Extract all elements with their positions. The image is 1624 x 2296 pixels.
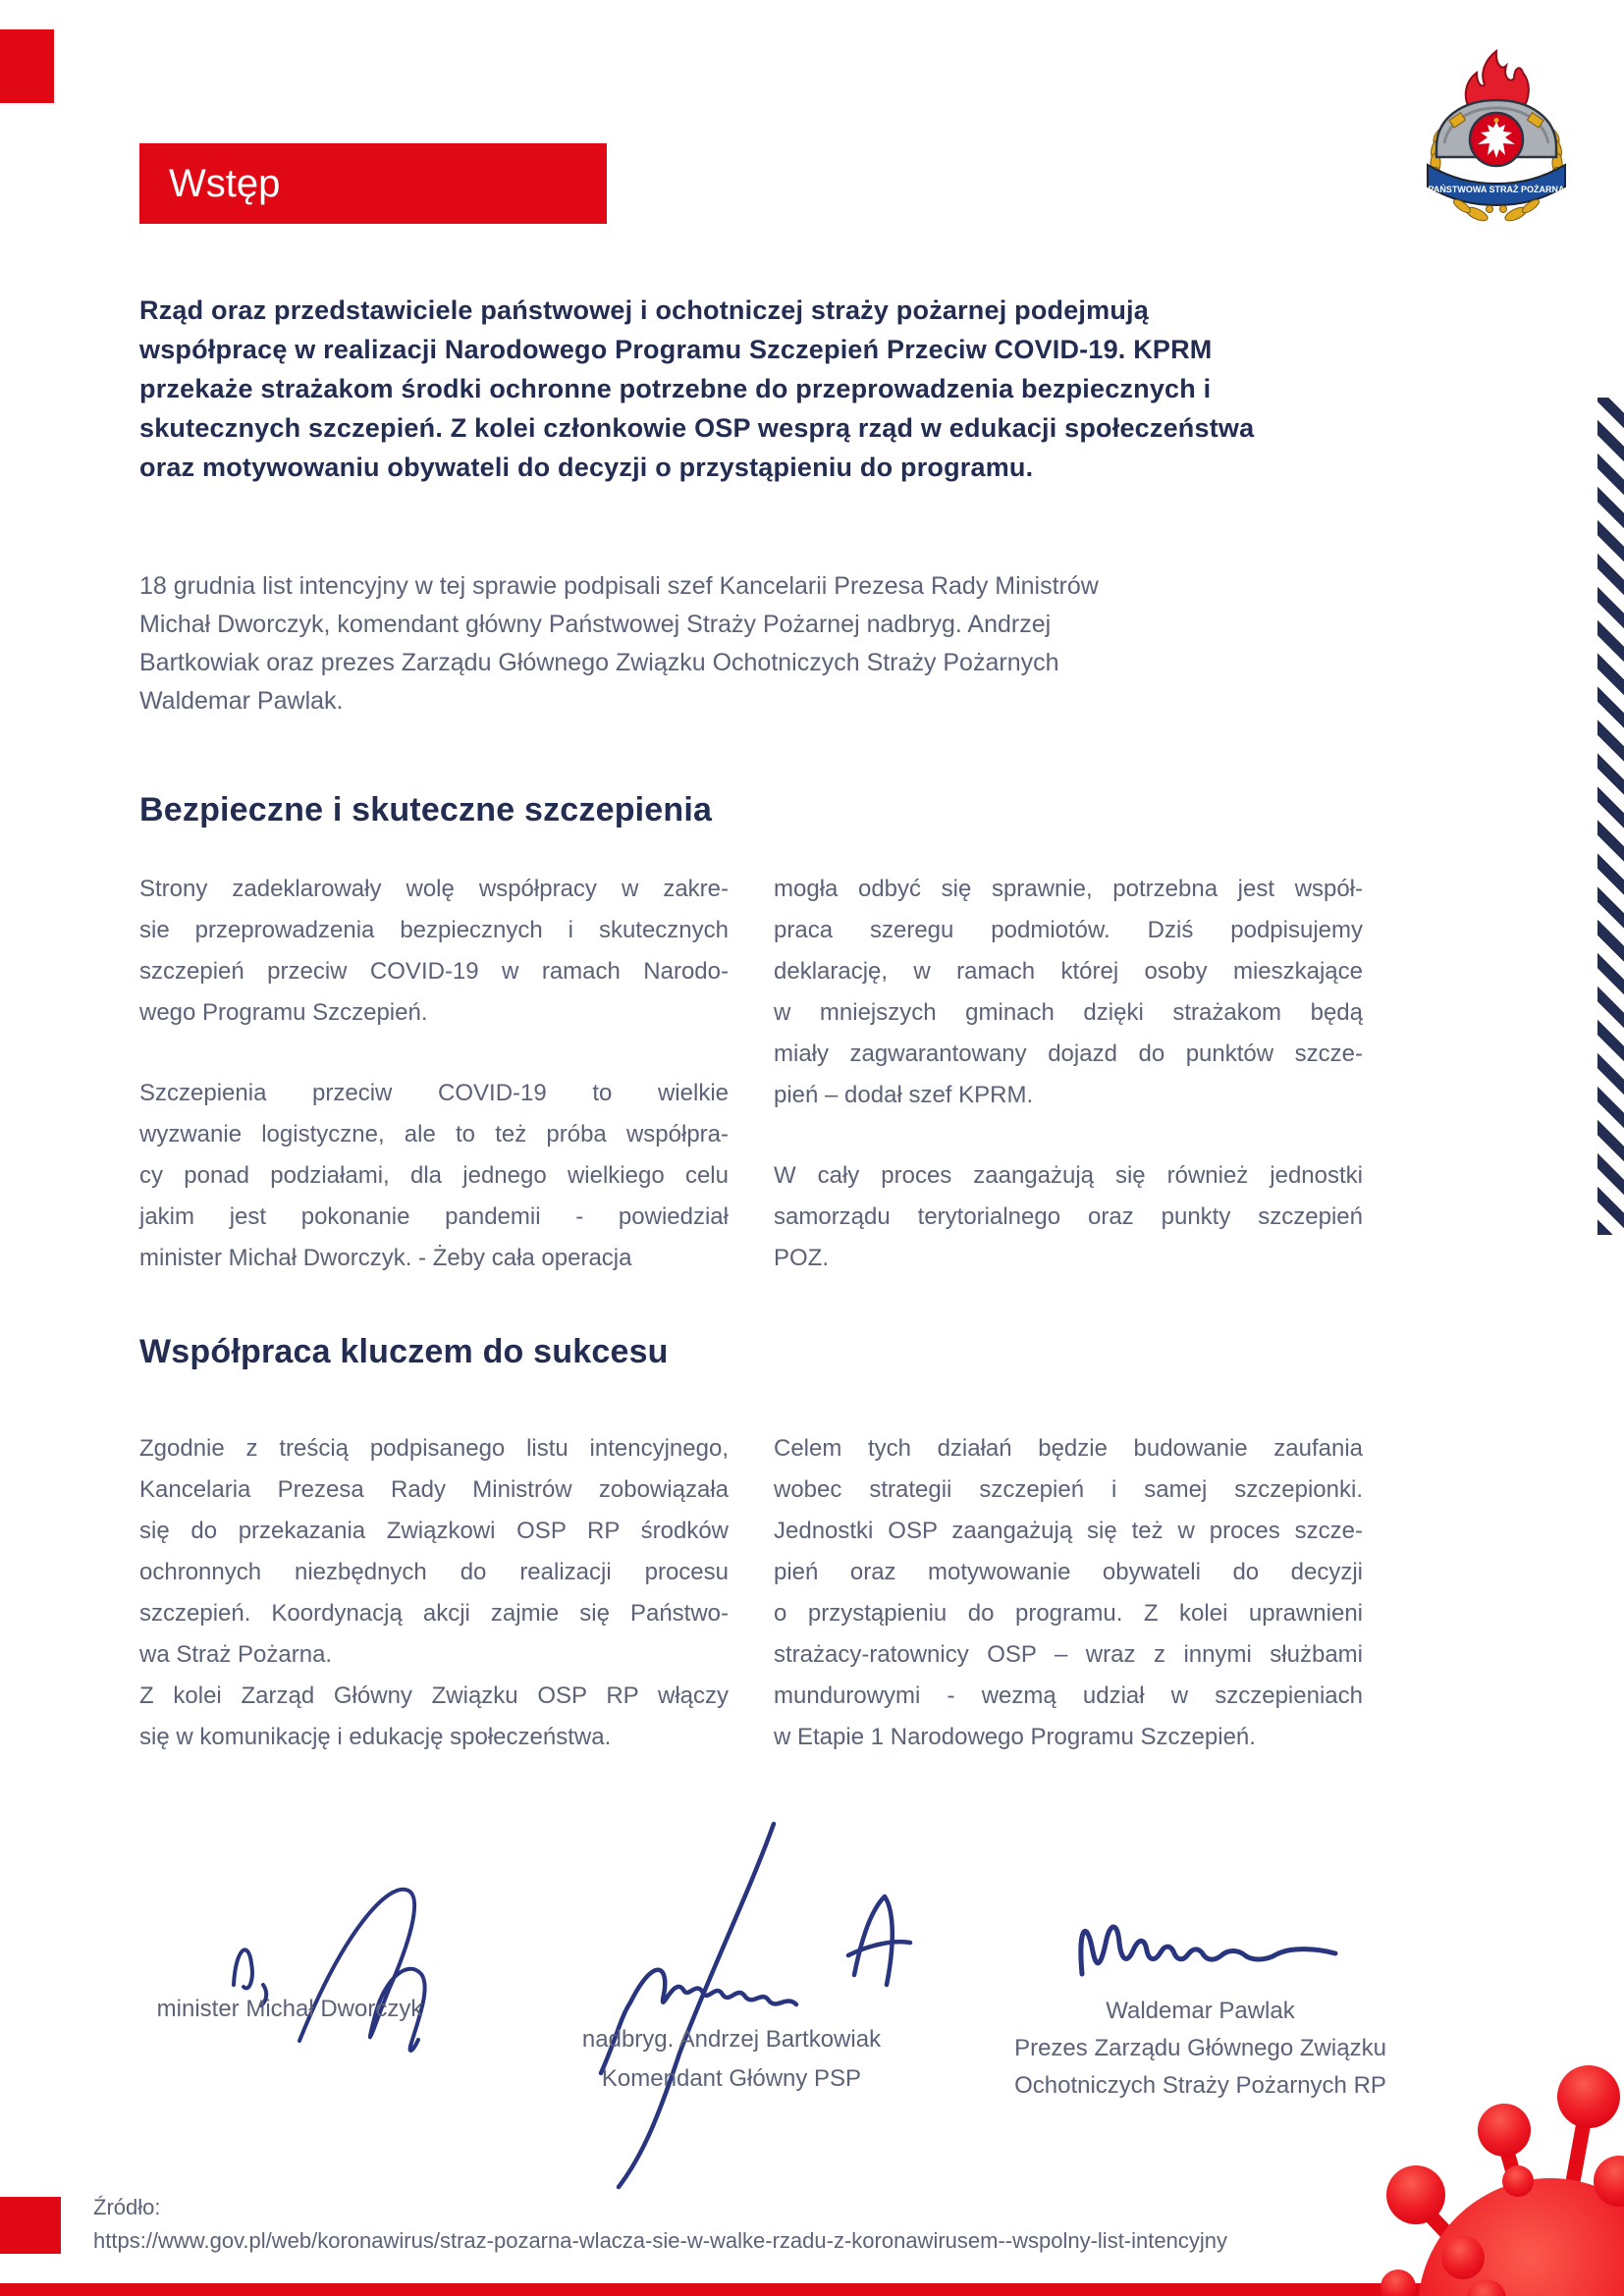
column-paragraph: Zgodnie z treścią podpisanego listu intencyjnego, Kancelaria Prezesa Rady Ministrów zobowiązała się do przekazania Związkowi OSP RP środków ochronnych niezbędnych do realizacji procesu szczepień. Koordynacją akcji zajmie się Państwo- wa Straż Pożarna. [139, 1435, 729, 1668]
diagonal-stripes-decoration [1597, 398, 1624, 1235]
signature-pawlak [1070, 1899, 1355, 1983]
section-2-title: Współpraca kluczem do sukcesu [139, 1333, 669, 1370]
banner-text: PAŃSTWOWA STRAŻ POŻARNA [1428, 185, 1565, 194]
signature-dworczyk-label: minister Michał Dworczyk [156, 1996, 423, 2022]
column-paragraph: Strony zadeklarowały wolę współpracy w zakre- sie przeprowadzenia bezpiecznych i skutecznych szczepień przeciw COVID-19 w ramach Narodo- wego Programu Szczepień. [139, 876, 729, 1026]
section-1-title: Bezpieczne i skuteczne szczepienia [139, 791, 713, 828]
banner-ribbon [1428, 165, 1565, 205]
red-footer-square [0, 2197, 61, 2254]
signature-dworczyk [206, 1838, 550, 2068]
signature-bartkowiak [560, 1816, 933, 2194]
column-paragraph: mogła odbyć się sprawnie, potrzebna jest współ- praca szeregu podmiotów. Dziś podpisujemy deklarację, w ramach której osoby mieszkające w mniejszych gminach dzięki strażakom będą miały zagwarantowany dojazd do punktów szcze- pień – dodał szef KPRM. [774, 876, 1363, 1108]
eagle-roundel-icon [1470, 113, 1523, 166]
section-1-column-right [774, 869, 1363, 1279]
column-paragraph: Celem tych działań będzie budowanie zaufania wobec strategii szczepień i samej szczepionki. Jednostki OSP zaangażują się też w proces szcze- pień oraz motywowanie obywateli do decyzji o przystąpieniu do programu. Z kolei uprawnieni strażacy-ratownicy OSP – wraz z innymi służbami mundurowymi - wezmą udział w szczepieniach w Etapie 1 Narodowego Programu Szczepień. [774, 1435, 1363, 1750]
source-url: https://www.gov.pl/web/koronawirus/straz-pozarna-wlacza-sie-w-walke-rzadu-z-koronawirusem--wspolny-list-intencyjny [93, 2228, 1227, 2253]
section-1-column-left [139, 869, 729, 1279]
section-2-column-left [139, 1428, 729, 1758]
lead-paragraph: Rząd oraz przedstawiciele państwowej i ochotniczej straży pożarnej podejmują współpracę w realizacji Narodowego Programu Szczepień Przeciw COVID-19. KPRM przekaże strażakom środki ochronne potrzebne do przeprowadzenia bezpiecznych i skutecznych szczepień. Z kolei członkowie OSP wesprą rząd w edukacji społeczeństwa oraz motywowaniu obywateli do decyzji o przystąpieniu do programu. [139, 295, 1255, 482]
source-label: Źródło: [93, 2195, 161, 2219]
column-paragraph: Szczepienia przeciw COVID-19 to wielkie wyzwanie logistyczne, ale to też próba współpra- cy ponad podziałami, dla jednego wielkiego celu jakim jest pokonanie pandemii - powiedział minister Michał Dworczyk. - Żeby cała operacja [139, 1080, 729, 1271]
red-corner-mark [0, 29, 54, 103]
section-header-box [139, 143, 607, 224]
signature-pawlak-label: Waldemar Pawlak Prezes Zarządu Głównego Związku Ochotniczych Straży Pożarnych RP [1014, 1998, 1386, 2099]
section-header-label: Wstęp [169, 162, 281, 205]
coronavirus-icon [1369, 2065, 1624, 2296]
column-paragraph: W cały proces zaangażują się również jednostki samorządu terytorialnego oraz punkty szczepień POZ. [774, 1162, 1363, 1271]
signature-bartkowiak-label: nadbryg. Andrzej Bartkowiak Komendant Główny PSP [581, 2026, 882, 2092]
intro-paragraph: 18 grudnia list intencyjny w tej sprawie podpisali szef Kancelarii Prezesa Rady Ministrów Michał Dworczyk, komendant główny Państwowej Straży Pożarnej nadbryg. Andrzej Bartkowiak oraz prezes Zarządu Głównego Związku Ochotniczych Straży Pożarnych Waldemar Pawlak. [139, 572, 1099, 715]
column-paragraph: Z kolei Zarząd Główny Związku OSP RP włączy się w komunikację i edukację społeczeństwa. [139, 1682, 729, 1750]
psp-emblem-logo [1423, 49, 1570, 231]
section-2-column-right [774, 1428, 1363, 1758]
